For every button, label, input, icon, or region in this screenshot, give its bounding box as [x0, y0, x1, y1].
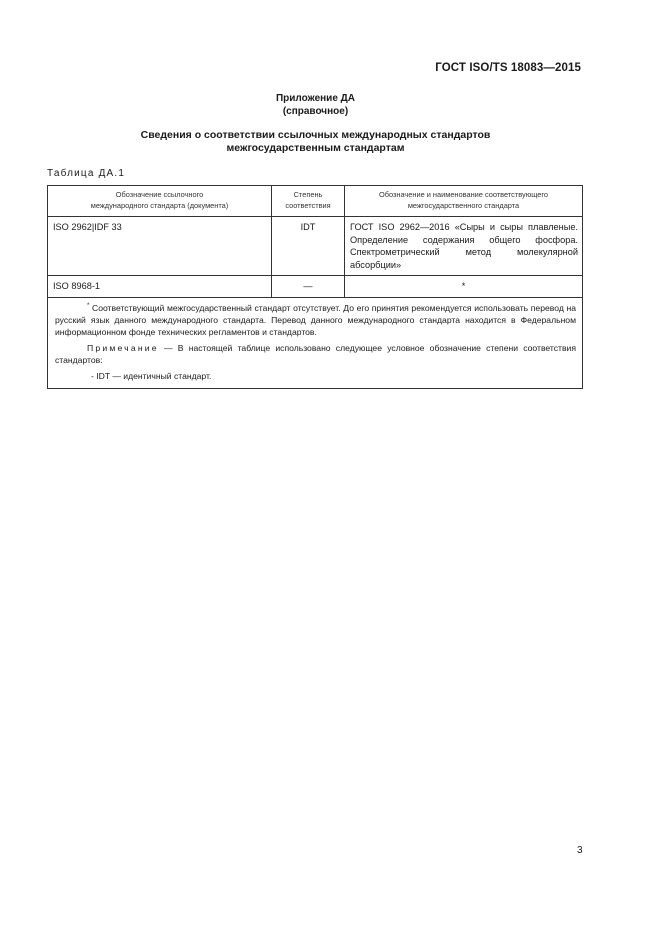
- section-title-line-1: Сведения о соответствии ссылочных международных стандартов: [140, 129, 491, 141]
- header-reference-standard: [48, 186, 272, 217]
- correspondence-table-wrapper: [47, 185, 582, 389]
- appendix-heading: [0, 92, 631, 118]
- table-note: [55, 342, 576, 366]
- section-title-line-2: межгосударственным стандартам: [226, 142, 405, 154]
- appendix-title: Приложение ДА: [275, 93, 356, 104]
- table-footer-row: [48, 297, 583, 388]
- header-degree: [272, 186, 345, 217]
- table-header-row: [48, 186, 583, 217]
- header-degree-line-2: соответствия: [285, 201, 331, 210]
- note-label: Примечание: [87, 342, 159, 353]
- footnote-mark: *: [87, 302, 90, 309]
- header-interstate-line-1: Обозначение и наименование соответствующего: [378, 190, 549, 199]
- footnote: [55, 302, 576, 338]
- cell-interstate: *: [345, 276, 583, 298]
- cell-reference: ISO 2962|IDF 33: [48, 217, 272, 276]
- table-row: [48, 217, 583, 276]
- header-reference-line-2: международного стандарта (документа): [90, 201, 229, 210]
- document-id: ГОСТ ISO/TS 18083—2015: [435, 62, 581, 74]
- cell-degree: —: [272, 276, 345, 298]
- header-degree-line-1: Степень: [293, 190, 323, 199]
- table-row: [48, 276, 583, 298]
- table-caption: Таблица ДА.1: [47, 168, 126, 179]
- cell-degree: IDT: [272, 217, 345, 276]
- note-text: — В настоящей таблице использовано следующее условное обозначение степени соответствия стандартов:: [55, 342, 576, 365]
- note-list-item: - IDT — идентичный стандарт.: [91, 370, 212, 381]
- header-interstate-standard: [345, 186, 583, 217]
- appendix-subtitle: (справочное): [282, 106, 349, 117]
- correspondence-table: [47, 185, 583, 389]
- header-reference-line-1: Обозначение ссылочного: [115, 190, 204, 199]
- section-title: [0, 129, 631, 155]
- header-interstate-line-2: межгосударственного стандарта: [407, 201, 520, 210]
- footnote-text: Соответствующий межгосударственный стандарт отсутствует. До его принятия рекомендуется использовать перевод на русский язык данного международного стандарта. Перевод данного международного стандарта находится в Федеральном информационном фонде технических регламентов и стандартов.: [55, 302, 576, 337]
- table-footer: [48, 297, 583, 388]
- cell-interstate: ГОСТ ISO 2962—2016 «Сыры и сыры плавленые. Определение содержания общего фосфора. Спектрометрический метод молекулярной абсорбции»: [345, 217, 583, 276]
- cell-reference: ISO 8968-1: [48, 276, 272, 298]
- page-number: 3: [577, 845, 583, 856]
